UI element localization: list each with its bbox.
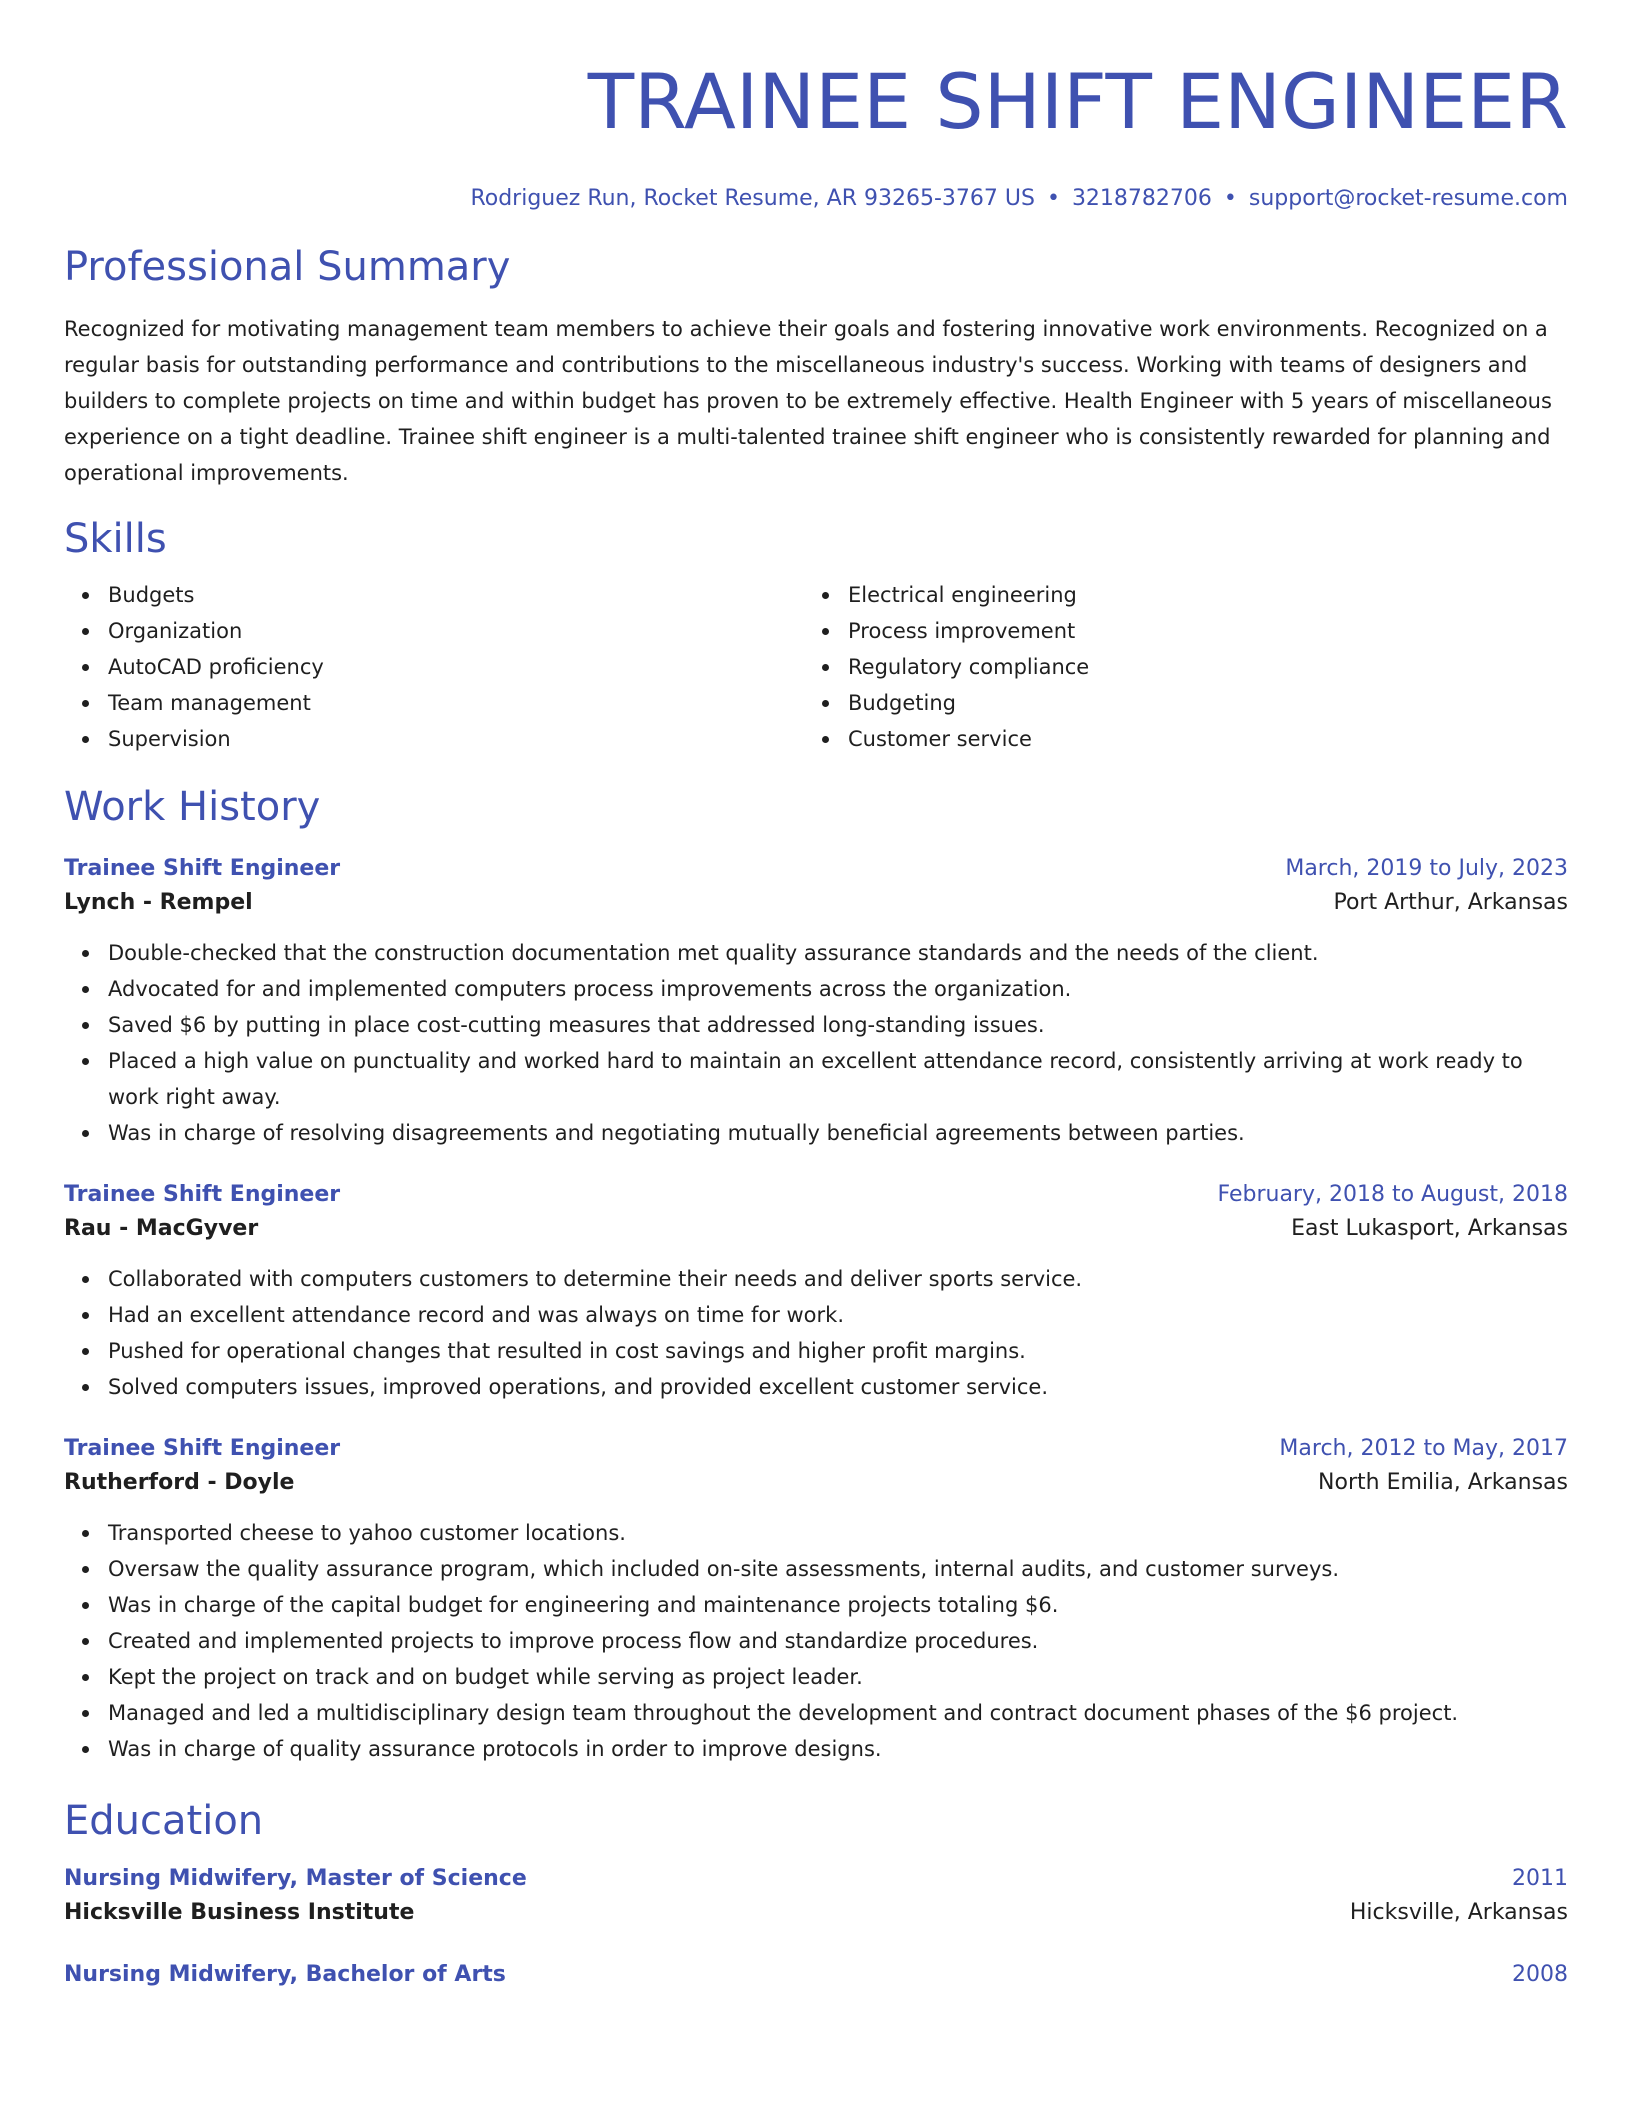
job-location: Port Arthur, Arkansas (1333, 890, 1568, 915)
job-dates: March, 2019 to July, 2023 (1285, 856, 1568, 881)
skill-item: Supervision (78, 721, 804, 757)
skill-item: Regulatory compliance (818, 649, 1544, 685)
job-company-row (64, 1465, 1568, 1501)
job-bullet: Had an excellent attendance record and was always on time for work. (78, 1297, 1568, 1333)
contact-email: support@rocket-resume.com (1248, 186, 1568, 211)
contact-separator: • (1223, 186, 1237, 211)
job-entry (64, 853, 1568, 1151)
resume-header (64, 56, 1568, 213)
job-bullet: Was in charge of quality assurance protocols in order to improve designs. (78, 1731, 1568, 1767)
work-history-heading: Work History (64, 784, 321, 830)
contact-address: Rodriguez Run, Rocket Resume, AR 93265-3767 US (470, 186, 1035, 211)
education-degree: Nursing Midwifery, Bachelor of Arts (64, 1962, 506, 1987)
job-location: North Emilia, Arkansas (1318, 1470, 1568, 1495)
education-header-row (64, 1959, 1568, 1991)
skill-item: Organization (78, 613, 804, 649)
job-bullets (64, 1515, 1568, 1767)
education-heading: Education (64, 1798, 264, 1844)
skills-columns (64, 577, 1568, 757)
contact-phone: 3218782706 (1071, 186, 1212, 211)
job-bullet: Solved computers issues, improved operations, and provided excellent customer service. (78, 1369, 1568, 1405)
skill-item: Customer service (818, 721, 1544, 757)
job-bullets (64, 935, 1568, 1151)
job-bullet: Managed and led a multidisciplinary design team throughout the development and contract document phases of the $6 project. (78, 1695, 1568, 1731)
job-bullet: Was in charge of the capital budget for engineering and maintenance projects totaling $6. (78, 1587, 1568, 1623)
job-company-row (64, 885, 1568, 921)
job-dates: February, 2018 to August, 2018 (1217, 1182, 1568, 1207)
skills-list-right (804, 577, 1544, 757)
skill-item: Budgeting (818, 685, 1544, 721)
summary-section (64, 243, 1568, 491)
summary-heading: Professional Summary (64, 244, 511, 290)
education-header-row (64, 1863, 1568, 1895)
job-entry (64, 1433, 1568, 1767)
job-bullets (64, 1261, 1568, 1405)
job-bullet: Oversaw the quality assurance program, which included on-site assessments, internal audits, and customer surveys. (78, 1551, 1568, 1587)
job-role: Trainee Shift Engineer (64, 1182, 341, 1207)
skills-section (64, 515, 1568, 757)
job-title-heading: TRAINEE SHIFT ENGINEER (587, 57, 1568, 146)
skills-heading: Skills (64, 516, 167, 562)
contact-line (64, 185, 1568, 213)
job-header-row (64, 1179, 1568, 1211)
education-school: Hicksville Business Institute (64, 1900, 415, 1925)
skill-item: Electrical engineering (818, 577, 1544, 613)
job-header-row (64, 1433, 1568, 1465)
job-role: Trainee Shift Engineer (64, 856, 341, 881)
job-bullet: Advocated for and implemented computers process improvements across the organization. (78, 971, 1568, 1007)
job-location: East Lukasport, Arkansas (1291, 1216, 1568, 1241)
skills-list-left (64, 577, 804, 757)
job-company: Rau - MacGyver (64, 1216, 259, 1241)
skill-item: AutoCAD proficiency (78, 649, 804, 685)
skill-item: Budgets (78, 577, 804, 613)
skill-item: Team management (78, 685, 804, 721)
job-entry (64, 1179, 1568, 1405)
job-bullet: Created and implemented projects to improve process flow and standardize procedures. (78, 1623, 1568, 1659)
work-history-section (64, 783, 1568, 1767)
job-bullet: Placed a high value on punctuality and worked hard to maintain an excellent attendance record, consistently arriving at work ready to work right away. (78, 1043, 1568, 1115)
education-year: 2008 (1512, 1962, 1568, 1987)
job-company: Lynch - Rempel (64, 890, 253, 915)
job-company-row (64, 1211, 1568, 1247)
job-bullet: Collaborated with computers customers to determine their needs and deliver sports service. (78, 1261, 1568, 1297)
job-role: Trainee Shift Engineer (64, 1436, 341, 1461)
job-bullet: Pushed for operational changes that resulted in cost savings and higher profit margins. (78, 1333, 1568, 1369)
summary-text: Recognized for motivating management team members to achieve their goals and fostering innovative work environments. Recognized on a regular basis for outstanding performance and contributions to the miscellaneous industry's success. Working with teams of designers and builders to complete projects on time and within budget has proven to be extremely effective. Health Engineer with 5 years of miscellaneous experience on a tight deadline. Trainee shift engineer is a multi-talented trainee shift engineer who is consistently rewarded for planning and operational improvements. (64, 317, 1552, 485)
skill-item: Process improvement (818, 613, 1544, 649)
education-location: Hicksville, Arkansas (1349, 1900, 1568, 1925)
job-bullet: Double-checked that the construction documentation met quality assurance standards and the needs of the client. (78, 935, 1568, 971)
education-year: 2011 (1512, 1866, 1568, 1891)
job-bullet: Was in charge of resolving disagreements and negotiating mutually beneficial agreements between parties. (78, 1115, 1568, 1151)
job-bullet: Transported cheese to yahoo customer locations. (78, 1515, 1568, 1551)
education-section (64, 1797, 1568, 1991)
education-school-row (64, 1895, 1568, 1931)
education-degree: Nursing Midwifery, Master of Science (64, 1866, 527, 1891)
job-bullet: Kept the project on track and on budget while serving as project leader. (78, 1659, 1568, 1695)
job-header-row (64, 853, 1568, 885)
education-entry (64, 1863, 1568, 1931)
job-dates: March, 2012 to May, 2017 (1279, 1436, 1568, 1461)
job-bullet: Saved $6 by putting in place cost-cutting measures that addressed long-standing issues. (78, 1007, 1568, 1043)
job-company: Rutherford - Doyle (64, 1470, 295, 1495)
education-entry (64, 1959, 1568, 1991)
contact-separator: • (1046, 186, 1060, 211)
